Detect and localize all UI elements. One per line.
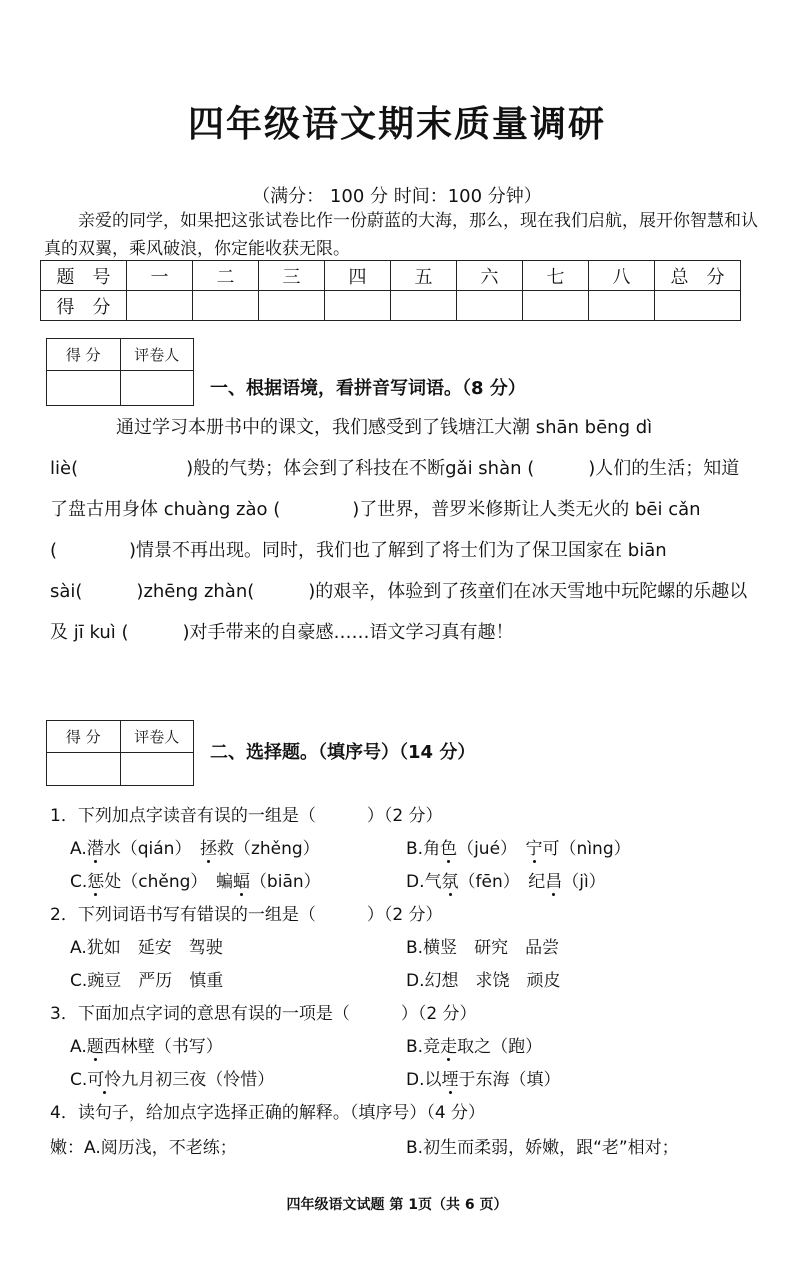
q3-option-c[interactable] — [70, 1064, 274, 1097]
score-header-cell: 八 — [589, 261, 655, 291]
dotted-char: 拯 — [199, 839, 217, 859]
score-header-cell: 二 — [193, 261, 259, 291]
question-4-stem: 4．读句子，给加点字选择正确的解释。（填序号）（4 分） — [50, 1103, 486, 1123]
score-cell[interactable] — [523, 291, 589, 321]
option-text: 于东海（填） — [458, 1070, 561, 1090]
option-text: （biān） — [249, 872, 321, 892]
q2-option-d[interactable]: D.幻想 求饶 顽皮 — [406, 971, 561, 991]
score-table — [40, 260, 741, 321]
score-cell[interactable] — [655, 291, 741, 321]
option-text: 取之（跑） — [457, 1037, 543, 1057]
score-cell[interactable] — [127, 291, 193, 321]
q1-option-d[interactable] — [406, 866, 606, 899]
score-cell[interactable] — [391, 291, 457, 321]
score-header-cell: 五 — [391, 261, 457, 291]
option-text: 蝙 — [215, 872, 233, 892]
score-header-cell: 七 — [523, 261, 589, 291]
page-footer: 四年级语文试题 第 1页（共 6 页） — [286, 1197, 508, 1213]
q3-option-b[interactable] — [406, 1031, 542, 1064]
option-text: 九月初三夜（怜惜） — [121, 1070, 275, 1090]
option-text: 处（chěng） — [104, 872, 199, 892]
grader-score-label: 得 分 — [47, 339, 121, 371]
grader-score-cell[interactable] — [47, 753, 121, 786]
option-letter: A. — [70, 1037, 87, 1057]
score-header-cell: 六 — [457, 261, 523, 291]
option-text: （jué） — [457, 839, 509, 859]
dotted-char: 蝠 — [232, 872, 250, 892]
dotted-char: 昌 — [545, 872, 563, 892]
option-text: 可（nìng） — [542, 839, 631, 859]
score-header-cell: 三 — [259, 261, 325, 291]
dotted-char: 色 — [440, 839, 458, 859]
dotted-char: 可怜 — [87, 1070, 122, 1090]
grader-box-section1 — [46, 338, 194, 406]
q4-option-a: 嫩：A.阅历浅，不老练； — [50, 1138, 237, 1158]
question-1-stem: 1．下列加点字读音有误的一组是（ ）（2 分） — [50, 806, 443, 826]
option-letter: C. — [70, 1070, 88, 1090]
score-header-cell: 一 — [127, 261, 193, 291]
score-cell[interactable] — [457, 291, 523, 321]
q3-option-d[interactable] — [406, 1064, 561, 1097]
question-2-stem: 2．下列词语书写有错误的一组是（ ）（2 分） — [50, 905, 443, 925]
option-text: 西林壁（书写） — [103, 1037, 223, 1057]
option-letter: C. — [70, 872, 88, 892]
option-text: 水（qián） — [103, 839, 183, 859]
intro-text: 亲爱的同学，如果把这张试卷比作一份蔚蓝的大海，那么，现在我们启航，展开你智慧和认真的双翼，乘风破浪，你定能收获无限。 — [44, 211, 758, 259]
option-letter: D.气 — [406, 872, 442, 892]
section1-title: 一、根据语境，看拼音写词语。（8 分） — [210, 378, 526, 399]
grader-score-label: 得 分 — [47, 721, 121, 753]
option-text: 纪 — [528, 872, 546, 892]
q1-option-b[interactable] — [406, 833, 631, 866]
score-header-cell: 四 — [325, 261, 391, 291]
score-header-cell: 题 号 — [41, 261, 127, 291]
grader-name-label: 评卷人 — [120, 721, 194, 753]
dotted-char: 走 — [440, 1037, 458, 1057]
option-letter: B.角 — [406, 839, 441, 859]
section1-paragraph: 通过学习本册书中的课文，我们感受到了钱塘江大潮 shān bēng dì liè( )般的气势；体会到了科技在不断gǎi shàn ( )人们的生活；知道了盘古用身体 chuàng zào ( )了世界，普罗米修斯让人类无火的 bēi cǎn ( )情景不再出现。同时，我们也了解到了将士们为了保卫国家在 biān sài( )zhēng zhàn( )的艰辛，体验到了孩童们在冰天雪地中玩陀螺的乐趣以及 jī kuì ( )对手带来的自豪感……语文学习真有趣！ — [50, 417, 748, 643]
dotted-char: 题 — [86, 1037, 104, 1057]
grader-box-section2 — [46, 720, 194, 786]
option-letter: A. — [70, 839, 87, 859]
score-table-header-row — [41, 261, 741, 291]
score-cell[interactable] — [589, 291, 655, 321]
q2-option-b[interactable]: B.横竖 研究 品尝 — [406, 938, 560, 958]
q1-option-c[interactable] — [70, 866, 321, 899]
dotted-char: 氛 — [441, 872, 459, 892]
dotted-char: 惩 — [87, 872, 105, 892]
exam-info: （满分： 100 分 时间：100 分钟） — [252, 186, 542, 207]
score-table-score-row — [41, 291, 741, 321]
grader-name-cell[interactable] — [120, 371, 194, 406]
dotted-char: 宁 — [525, 839, 543, 859]
score-cell[interactable] — [193, 291, 259, 321]
grader-name-label: 评卷人 — [120, 339, 194, 371]
q3-option-a[interactable] — [70, 1031, 223, 1064]
dotted-char: 潜 — [86, 839, 104, 859]
option-letter: B.竞 — [406, 1037, 441, 1057]
q2-option-a[interactable]: A.犹如 延安 驾驶 — [70, 938, 223, 958]
page-title: 四年级语文期末质量调研 — [187, 104, 606, 145]
q2-option-c[interactable]: C.豌豆 严历 慎重 — [70, 971, 224, 991]
grader-name-cell[interactable] — [120, 753, 194, 786]
option-text: （fēn） — [458, 872, 512, 892]
score-cell[interactable] — [325, 291, 391, 321]
option-letter: D.以 — [406, 1070, 442, 1090]
score-row-label: 得 分 — [41, 291, 127, 321]
q1-option-a[interactable] — [70, 833, 320, 866]
q4-option-b: B.初生而柔弱，娇嫩，跟“老”相对； — [406, 1138, 679, 1158]
option-text: （jì） — [562, 872, 606, 892]
dotted-char: 堙 — [441, 1070, 459, 1090]
grader-score-cell[interactable] — [47, 371, 121, 406]
section2-title: 二、选择题。（填序号）（14 分） — [210, 742, 476, 763]
score-cell[interactable] — [259, 291, 325, 321]
score-header-cell: 总 分 — [655, 261, 741, 291]
option-text: 救（zhěng） — [216, 839, 320, 859]
question-3-stem: 3．下面加点字词的意思有误的一项是（ ）（2 分） — [50, 1004, 477, 1024]
